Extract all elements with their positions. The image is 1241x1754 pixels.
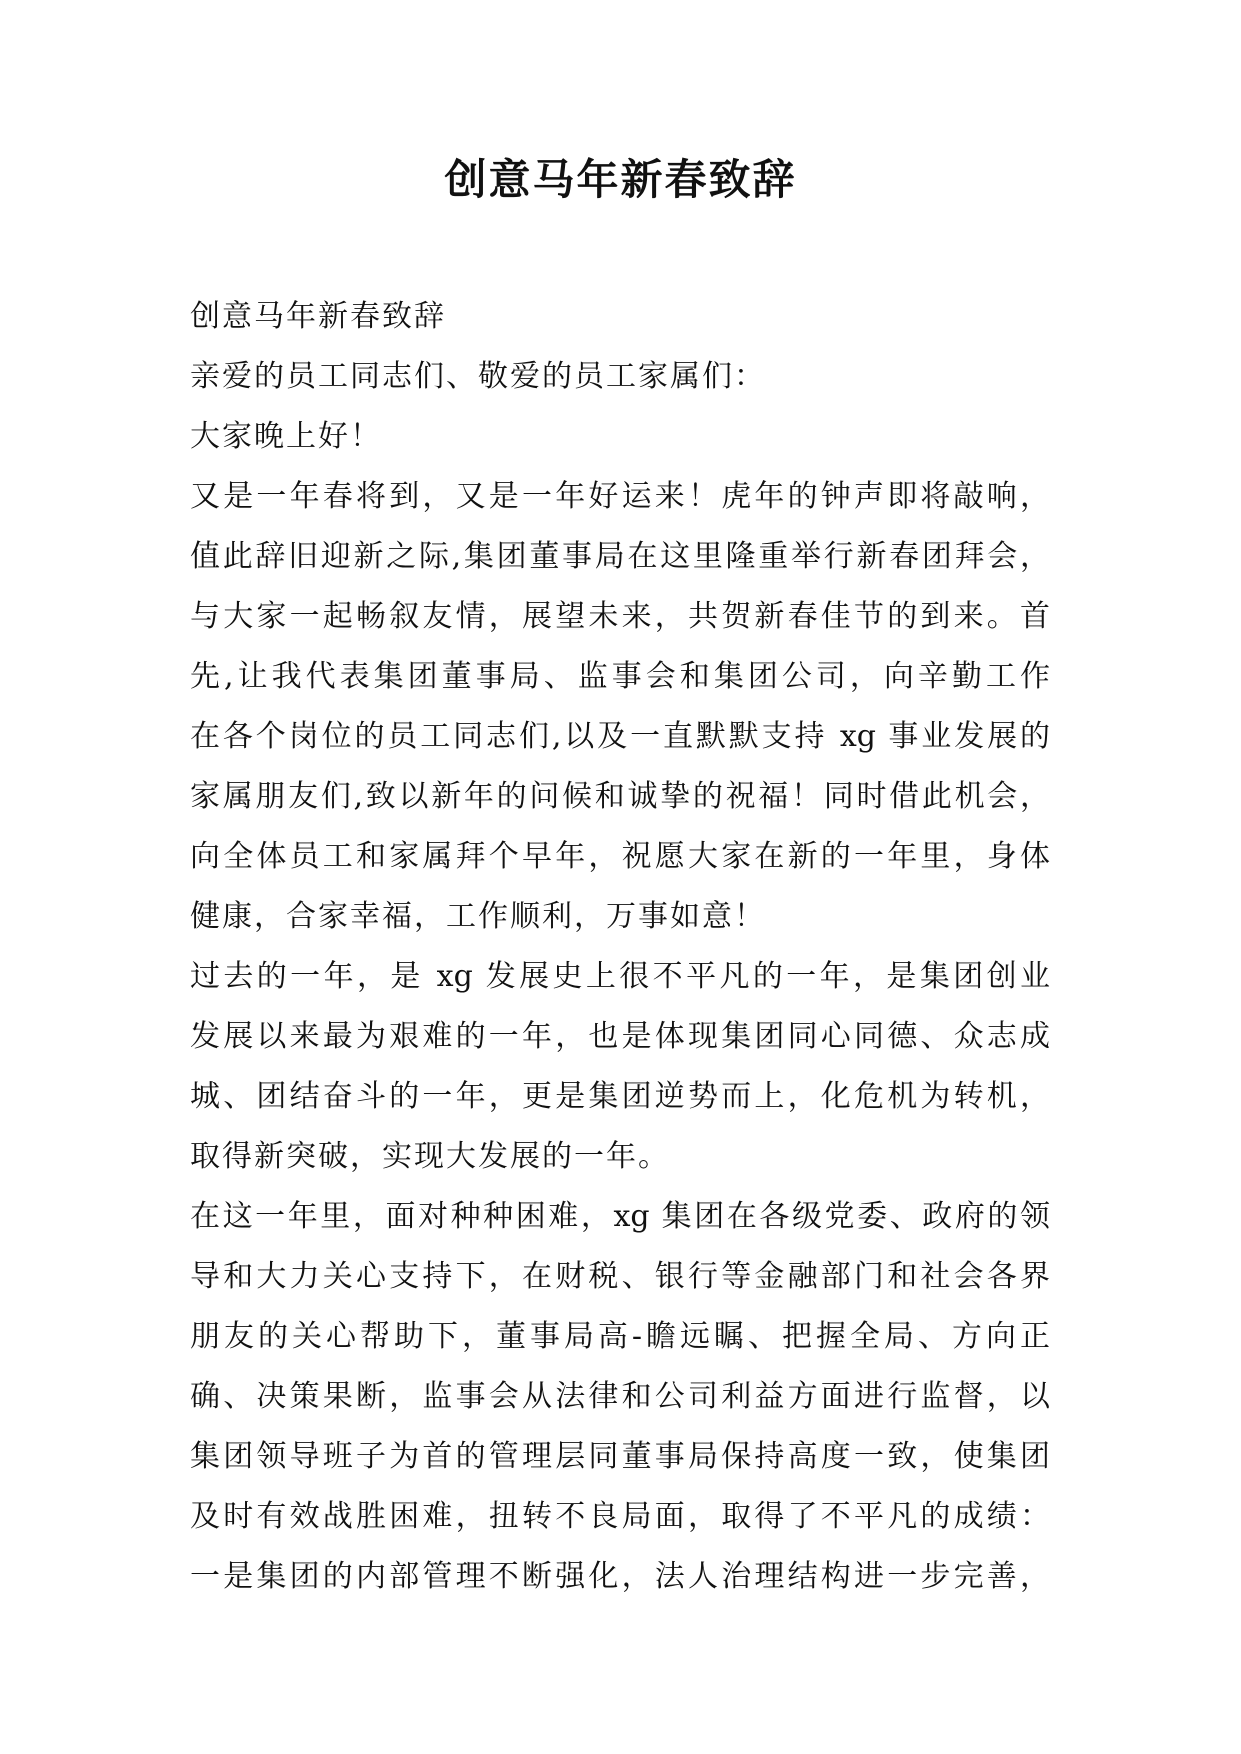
text-line: 发展以来最为艰难的一年，也是体现集团同心同德、众志成 [190,1019,1050,1054]
text-line: 向全体员工和家属拜个早年，祝愿大家在新的一年里，身体 [190,839,1050,874]
document-title: 创意马年新春致辞 [444,155,797,204]
text-line: 家属朋友们,致以新年的问候和诚挚的祝福！同时借此机会， [190,779,1050,814]
text-line: 城、团结奋斗的一年，更是集团逆势而上，化危机为转机， [190,1079,1050,1114]
text-line: 值此辞旧迎新之际,集团董事局在这里隆重举行新春团拜会， [190,539,1050,574]
text-line: 先,让我代表集团董事局、监事会和集团公司，向辛勤工作 [190,659,1050,694]
text-line: 健康，合家幸福，工作顺利，万事如意！ [190,899,766,934]
text-line: 又是一年春将到，又是一年好运来！虎年的钟声即将敲响， [190,479,1050,514]
text-line: 创意马年新春致辞 [190,299,446,334]
text-line: 一是集团的内部管理不断强化，法人治理结构进一步完善， [190,1559,1050,1594]
text-line: 及时有效战胜困难，扭转不良局面，取得了不平凡的成绩： [190,1499,1050,1534]
text-line: 在各个岗位的员工同志们,以及一直默默支持 xg 事业发展的 [190,719,1050,754]
document-body [190,287,1050,1607]
text-line: 取得新突破，实现大发展的一年。 [190,1139,670,1174]
text-line: 亲爱的员工同志们、敬爱的员工家属们： [190,359,766,394]
text-line: 朋友的关心帮助下，董事局高-瞻远瞩、把握全局、方向正 [190,1319,1050,1354]
text-line: 大家晚上好！ [190,419,382,454]
text-line: 确、决策果断，监事会从法律和公司利益方面进行监督，以 [190,1379,1050,1414]
text-line: 导和大力关心支持下，在财税、银行等金融部门和社会各界 [190,1259,1050,1294]
text-line: 在这一年里，面对种种困难，xg 集团在各级党委、政府的领 [190,1199,1050,1234]
text-line: 过去的一年，是 xg 发展史上很不平凡的一年，是集团创业 [190,959,1050,994]
text-line: 与大家一起畅叙友情，展望未来，共贺新春佳节的到来。首 [190,599,1050,634]
text-line: 集团领导班子为首的管理层同董事局保持高度一致，使集团 [190,1439,1050,1474]
